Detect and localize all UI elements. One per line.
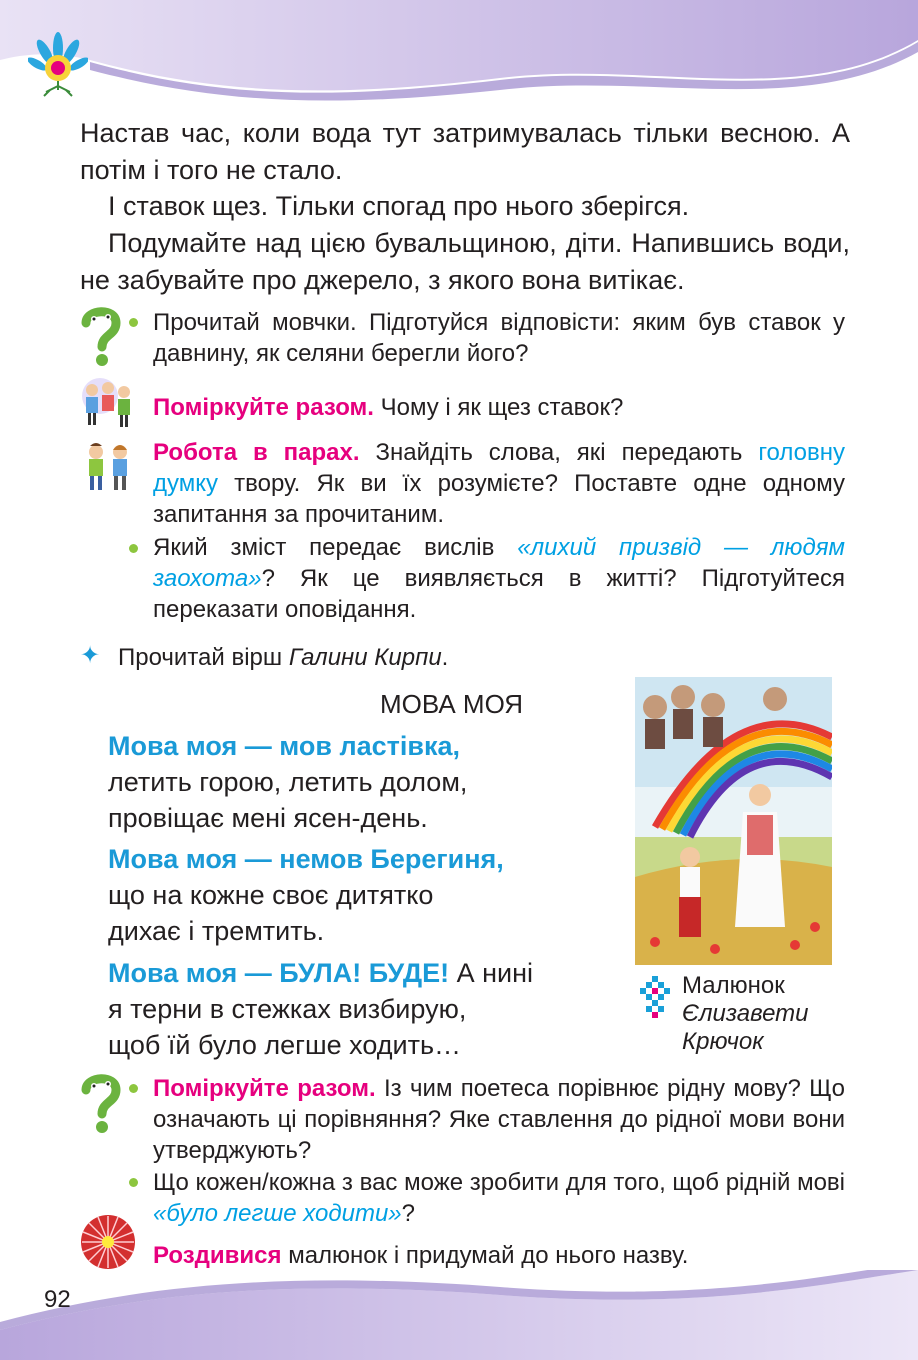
star-marker-icon: ✦: [80, 642, 101, 669]
task-proverb-text-a: Який зміст передає вислів: [153, 534, 518, 561]
question-mark-icon: [76, 305, 124, 367]
poem-stanza-3-head: Мова моя — БУЛА! БУДЕ!: [108, 958, 450, 988]
page-number: 92: [44, 1286, 71, 1313]
top-wave-decoration: [0, 0, 918, 130]
bullet-dot: [129, 318, 138, 327]
main-idea-term: головну думку: [153, 439, 845, 497]
question-help-language-text-b: ?: [401, 1200, 415, 1227]
task-pair-work: [153, 437, 845, 530]
poem-line: щоб їй було легше ходить…: [108, 1030, 462, 1060]
task-think-together-label: Поміркуйте разом.: [153, 394, 374, 421]
embroidery-ornament-icon: [640, 976, 670, 1022]
poem-stanza-3: [108, 955, 533, 1063]
task-read-poem-text-b: .: [441, 644, 449, 671]
illustration-caption: [682, 972, 842, 1056]
poem-line: дихає і тремтить.: [108, 916, 325, 946]
question-mark-icon: [76, 1072, 124, 1134]
bottom-wave-decoration: [0, 1270, 918, 1360]
caption-line: Крючок: [682, 1028, 764, 1055]
question-help-language-quote: «було легше ходити»: [153, 1200, 402, 1227]
story-paragraph-3-text: Подумайте над цією бувальщиною, діти. Напившись води, не забувайте про джерело, з якого вона витікає.: [80, 228, 850, 295]
task-think-together-text: Чому і як щез ставок?: [373, 394, 624, 421]
look-at-picture-icon: [80, 1214, 136, 1270]
poem-stanza-2-head: Мова моя — немов Берегиня,: [108, 844, 504, 874]
poem-stanza-1-head: Мова моя — мов ластівка,: [108, 731, 461, 761]
caption-line: Єлизавети: [682, 1000, 809, 1027]
poem-line: провіщає мені ясен-день.: [108, 803, 428, 833]
poem-author: Галини Кирпи: [288, 644, 442, 671]
question-compare: [153, 1073, 845, 1166]
poem-stanza-2: [108, 841, 504, 949]
story-paragraph-1: Настав час, коли вода тут затримувалась тільки весною. А потім і того не стало.: [80, 118, 850, 185]
question-look-picture-text: малюнок і придумай до нього назву.: [281, 1242, 689, 1269]
poem-line-tail: А нині: [449, 958, 534, 988]
pair-work-icon: [80, 442, 136, 494]
task-proverb: [153, 532, 845, 625]
task-proverb-text-b: ? Як це виявляється в житті? Підготуйтеся переказати оповідання.: [153, 565, 845, 623]
flower-logo-icon: [28, 26, 88, 98]
question-compare-text: Із чим поетеса порівнює рідну мову? Що означають ці порівняння? Яке ставлення до рідної мови вони утверджують?: [153, 1075, 846, 1164]
task-pair-work-text-a: Знайдіть слова, які передають: [359, 439, 759, 466]
poem-line: що на кожне своє дитятко: [108, 880, 434, 910]
task-read-poem: [118, 642, 718, 673]
question-help-language: [153, 1167, 845, 1229]
illustration-painting: [635, 677, 832, 965]
poem-line: летить горою, летить долом,: [108, 767, 468, 797]
poem-stanza-1: [108, 728, 467, 836]
bullet-dot: [129, 1084, 138, 1093]
poem-line: я терни в стежках визбирую,: [108, 994, 467, 1024]
question-look-picture: [153, 1240, 845, 1271]
question-look-picture-label: Роздивися: [153, 1242, 282, 1269]
bullet-dot: [129, 1178, 138, 1187]
task-think-together: [153, 392, 845, 423]
story-paragraph-2: І ставок щез. Тільки спогад про нього зберігся.: [108, 191, 690, 221]
poem-title: МОВА МОЯ: [380, 689, 524, 719]
caption-line: Малюнок: [682, 972, 785, 999]
task-read-poem-text-a: Прочитай вірш: [118, 644, 289, 671]
question-compare-label: Поміркуйте разом.: [153, 1075, 376, 1102]
proverb-quote: «лихий призвід — людям заохота»: [153, 534, 846, 592]
bullet-dot: [129, 544, 138, 553]
task-read-silently: Прочитай мовчки. Підготуйся відповісти: яким був ставок у давнину, як селяни берегли його?: [153, 309, 845, 367]
question-help-language-text-a: Що кожен/кожна з вас може зробити для того, щоб рідній мові: [153, 1169, 845, 1196]
story-paragraph-3: [80, 225, 850, 299]
children-group-icon: [78, 376, 138, 430]
task-pair-work-label: Робота в парах.: [153, 439, 360, 466]
task-pair-work-text-b: твору. Як ви їх розумієте? Поставте одне одному запитання за прочитаним.: [153, 470, 845, 528]
